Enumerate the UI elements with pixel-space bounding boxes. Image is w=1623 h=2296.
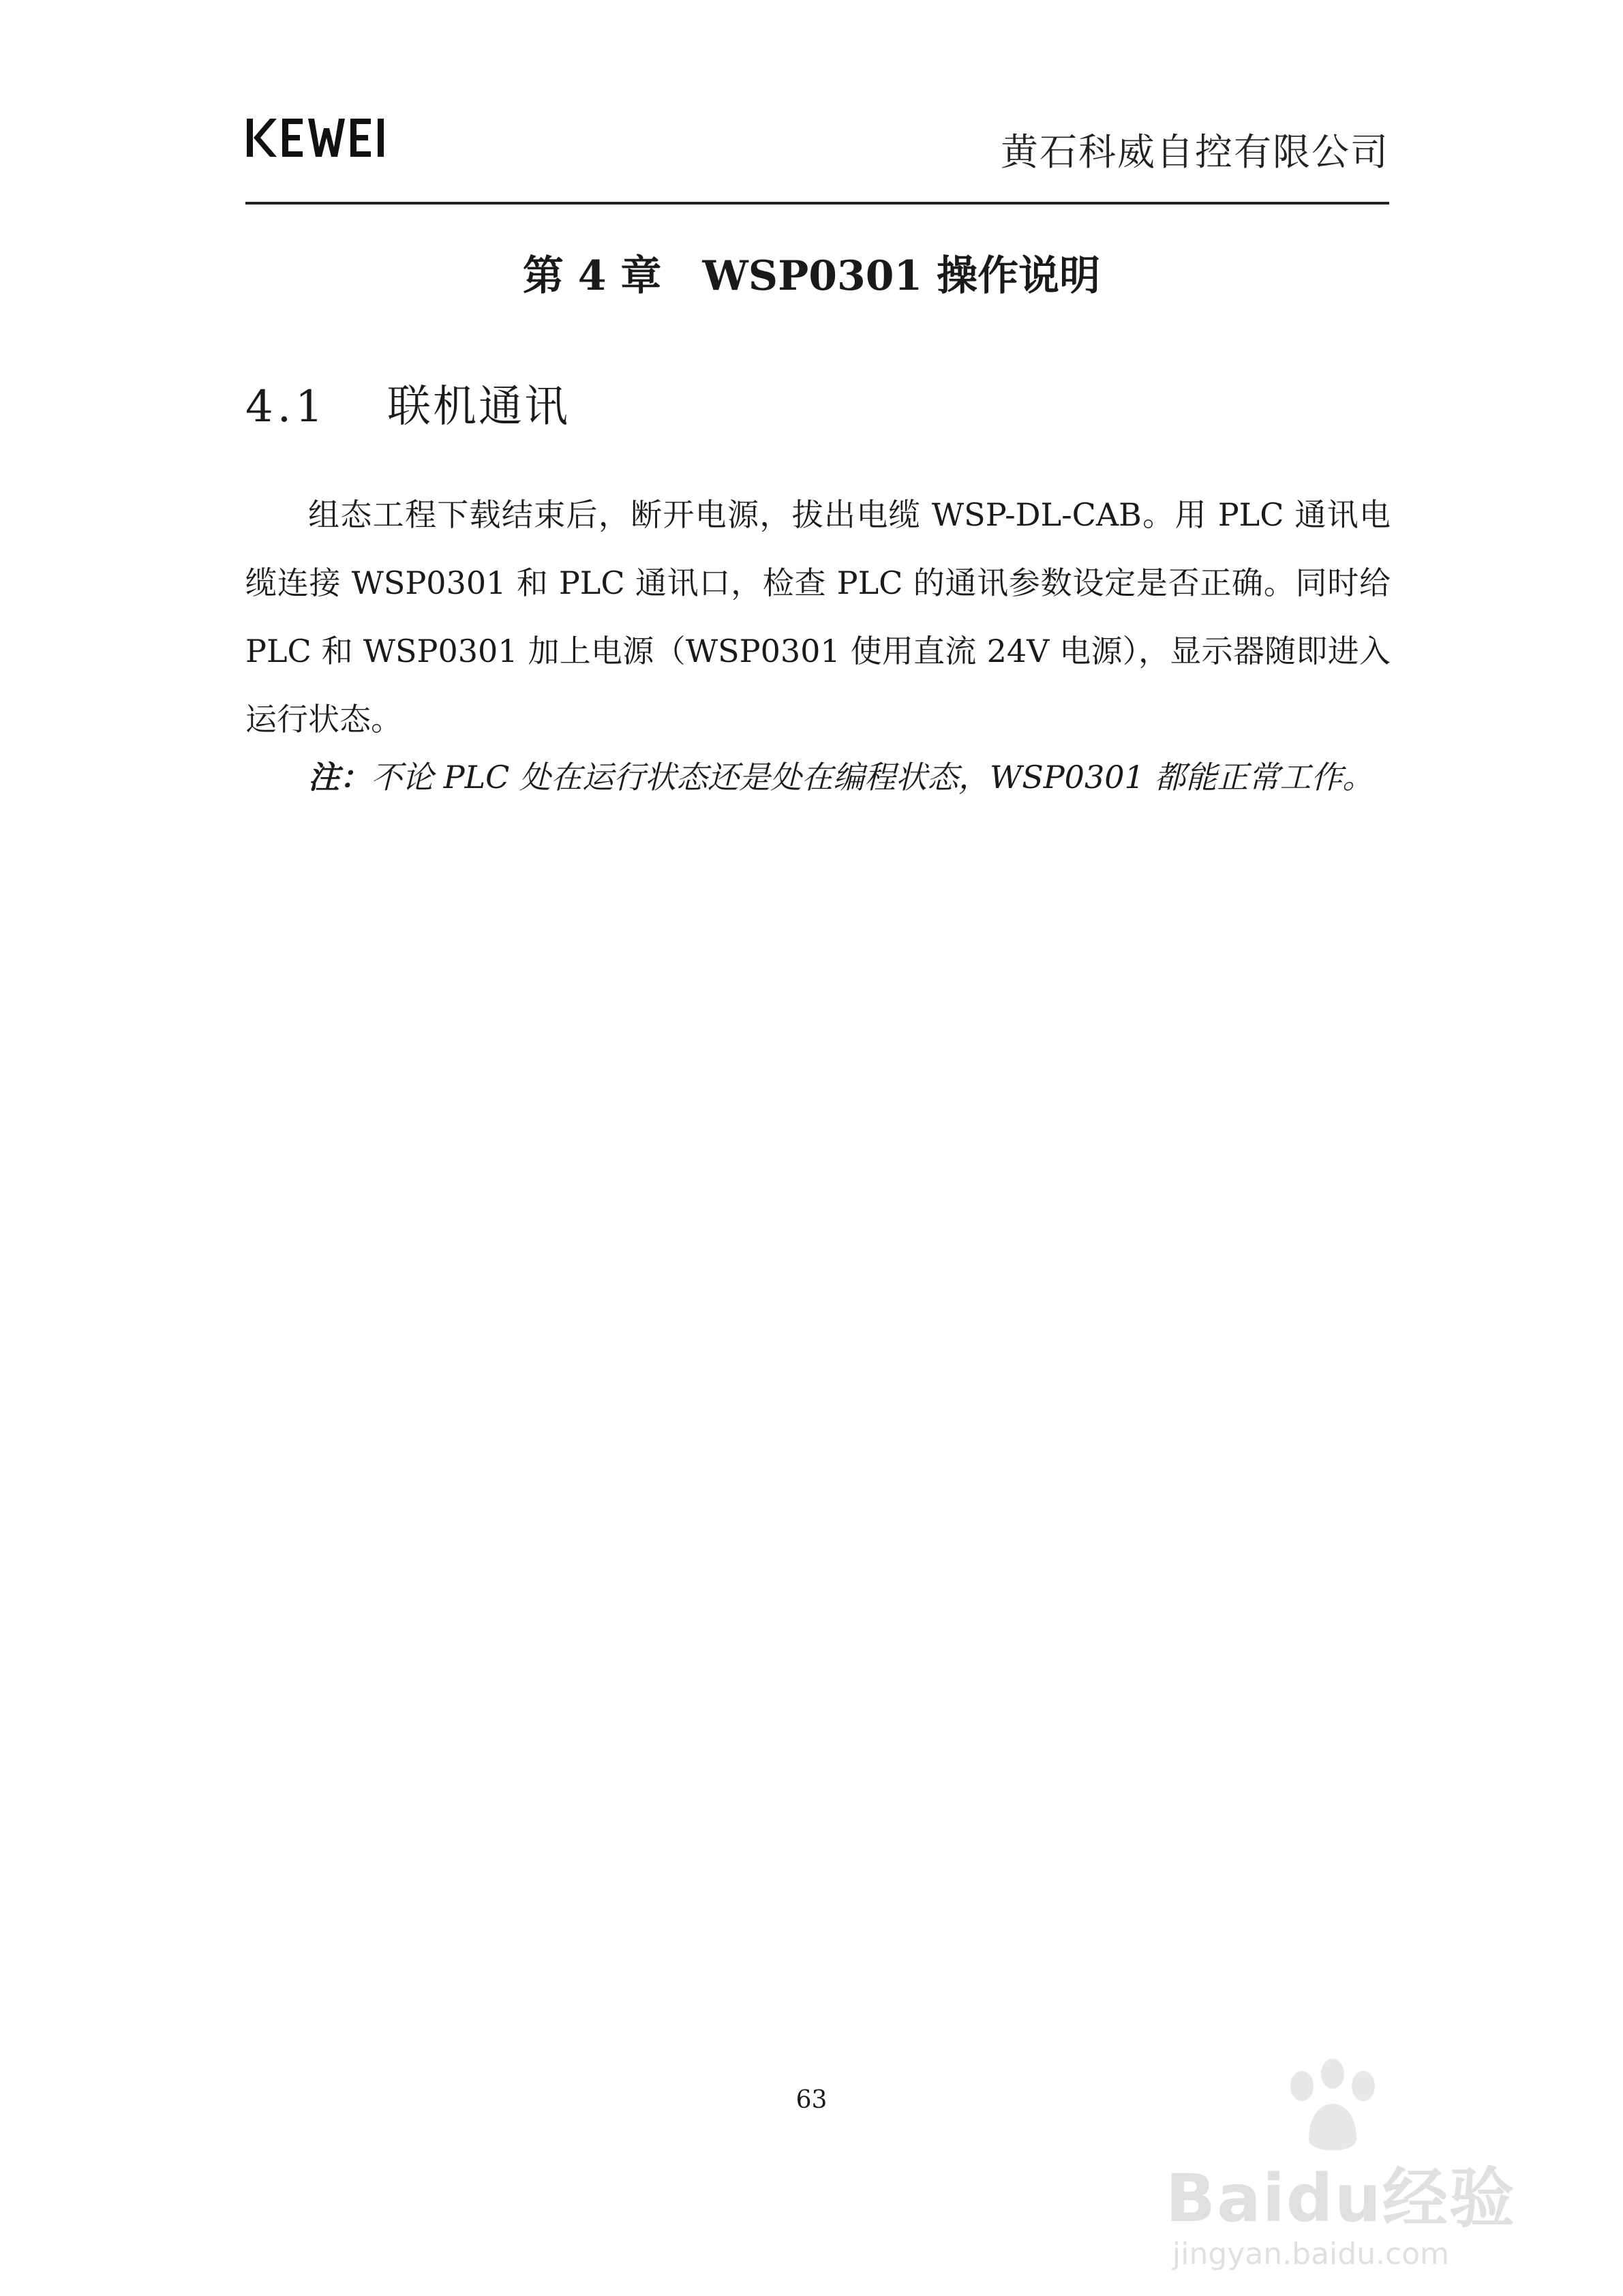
section-title: 联机通讯	[387, 382, 570, 432]
paw-icon	[1275, 2059, 1391, 2161]
chapter-title: WSP0301 操作说明	[702, 252, 1101, 300]
header-divider	[245, 202, 1389, 205]
note-text: 不论 PLC 处在运行状态还是处在编程状态，WSP0301 都能正常工作。	[371, 759, 1374, 796]
note	[308, 753, 1399, 801]
chapter-heading	[0, 245, 1623, 307]
body-paragraph: 组态工程下载结束后，断开电源，拔出电缆 WSP-DL-CAB。用 PLC 通讯电缆连接 WSP0301 和 PLC 通讯口，检查 PLC 的通讯参数设定是否正确。同时给 PLC 和 WSP0301 加上电源（WSP0301 使用直流 24V 电源），显示器随即进入运行状态。	[245, 496, 1391, 738]
page-number: 63	[795, 2086, 828, 2114]
section-heading	[245, 376, 570, 438]
watermark-site: jingyan.baidu.com	[1172, 2237, 1450, 2271]
note-label: 注：	[308, 759, 371, 796]
kewei-logo-mark	[247, 116, 393, 164]
watermark-brand: Baidu经验	[1166, 2160, 1516, 2237]
kewei-logo	[247, 116, 393, 164]
company-name: 黄石科威自控有限公司	[1000, 130, 1389, 174]
section-number: 4.1	[245, 382, 327, 432]
baidu-watermark	[1159, 2059, 1595, 2277]
chapter-label: 第 4 章	[522, 252, 662, 300]
